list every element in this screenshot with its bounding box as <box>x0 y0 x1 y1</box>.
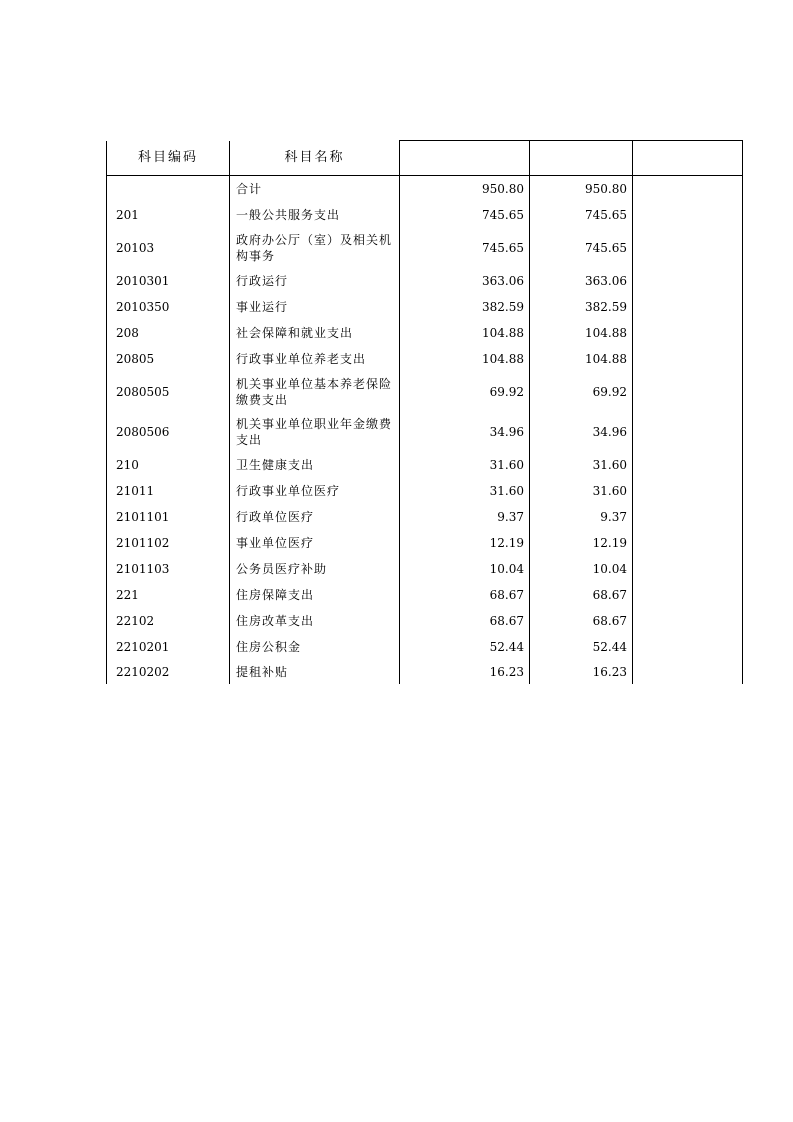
subject-code-cell: 22102 <box>107 608 230 634</box>
subject-code-cell: 2101103 <box>107 556 230 582</box>
amount-cell-1: 52.44 <box>400 634 530 660</box>
amount-cell-1: 745.65 <box>400 228 530 268</box>
table-row <box>107 202 743 228</box>
table-header-row <box>107 141 743 176</box>
amount-cell-2: 950.80 <box>530 176 633 203</box>
subject-name-cell: 政府办公厅（室）及相关机构事务 <box>230 228 400 268</box>
subject-code-cell: 2080505 <box>107 372 230 412</box>
subject-code-cell: 2010350 <box>107 294 230 320</box>
amount-cell-1: 68.67 <box>400 608 530 634</box>
amount-cell-3 <box>633 176 743 203</box>
subject-code-cell: 2010301 <box>107 268 230 294</box>
amount-cell-1: 16.23 <box>400 660 530 684</box>
amount-cell-1: 68.67 <box>400 582 530 608</box>
header-column-4 <box>530 141 633 176</box>
amount-cell-3 <box>633 530 743 556</box>
table-row <box>107 268 743 294</box>
subject-name-cell: 行政事业单位养老支出 <box>230 346 400 372</box>
subject-code-cell: 21011 <box>107 478 230 504</box>
amount-cell-3 <box>633 504 743 530</box>
subject-name-cell: 住房改革支出 <box>230 608 400 634</box>
amount-cell-1: 363.06 <box>400 268 530 294</box>
table-row <box>107 660 743 684</box>
table-row <box>107 228 743 268</box>
amount-cell-1: 950.80 <box>400 176 530 203</box>
subject-name-cell: 社会保障和就业支出 <box>230 320 400 346</box>
amount-cell-1: 31.60 <box>400 452 530 478</box>
table-row <box>107 372 743 412</box>
amount-cell-1: 69.92 <box>400 372 530 412</box>
amount-cell-3 <box>633 346 743 372</box>
subject-name-cell: 事业单位医疗 <box>230 530 400 556</box>
amount-cell-2: 69.92 <box>530 372 633 412</box>
amount-cell-1: 745.65 <box>400 202 530 228</box>
table-row <box>107 412 743 452</box>
subject-name-cell: 行政单位医疗 <box>230 504 400 530</box>
table-row <box>107 608 743 634</box>
amount-cell-3 <box>633 634 743 660</box>
subject-code-cell: 2080506 <box>107 412 230 452</box>
amount-cell-3 <box>633 320 743 346</box>
subject-name-cell: 机关事业单位职业年金缴费支出 <box>230 412 400 452</box>
table-row <box>107 504 743 530</box>
amount-cell-1: 104.88 <box>400 320 530 346</box>
subject-name-cell: 行政事业单位医疗 <box>230 478 400 504</box>
amount-cell-1: 12.19 <box>400 530 530 556</box>
amount-cell-2: 382.59 <box>530 294 633 320</box>
amount-cell-1: 382.59 <box>400 294 530 320</box>
header-subject-name: 科目名称 <box>230 141 400 176</box>
subject-name-cell: 一般公共服务支出 <box>230 202 400 228</box>
subject-code-cell: 208 <box>107 320 230 346</box>
subject-name-cell: 公务员医疗补助 <box>230 556 400 582</box>
table-row <box>107 582 743 608</box>
amount-cell-2: 9.37 <box>530 504 633 530</box>
subject-name-cell: 合计 <box>230 176 400 203</box>
amount-cell-2: 31.60 <box>530 452 633 478</box>
amount-cell-3 <box>633 202 743 228</box>
table-row <box>107 346 743 372</box>
header-column-3 <box>400 141 530 176</box>
amount-cell-2: 104.88 <box>530 320 633 346</box>
table-row <box>107 478 743 504</box>
subject-name-cell: 提租补贴 <box>230 660 400 684</box>
subject-code-cell: 210 <box>107 452 230 478</box>
amount-cell-2: 68.67 <box>530 582 633 608</box>
amount-cell-1: 104.88 <box>400 346 530 372</box>
amount-cell-2: 68.67 <box>530 608 633 634</box>
amount-cell-2: 12.19 <box>530 530 633 556</box>
amount-cell-2: 31.60 <box>530 478 633 504</box>
table-body <box>107 176 743 685</box>
amount-cell-3 <box>633 452 743 478</box>
subject-name-cell: 住房保障支出 <box>230 582 400 608</box>
subject-code-cell: 201 <box>107 202 230 228</box>
amount-cell-2: 363.06 <box>530 268 633 294</box>
table-row <box>107 556 743 582</box>
amount-cell-1: 10.04 <box>400 556 530 582</box>
amount-cell-1: 31.60 <box>400 478 530 504</box>
amount-cell-3 <box>633 228 743 268</box>
amount-cell-2: 745.65 <box>530 228 633 268</box>
amount-cell-2: 16.23 <box>530 660 633 684</box>
subject-code-cell: 221 <box>107 582 230 608</box>
amount-cell-3 <box>633 582 743 608</box>
subject-code-cell: 2101102 <box>107 530 230 556</box>
subject-name-cell: 事业运行 <box>230 294 400 320</box>
header-column-5 <box>633 141 743 176</box>
subject-code-cell: 2210201 <box>107 634 230 660</box>
amount-cell-2: 745.65 <box>530 202 633 228</box>
table-row <box>107 634 743 660</box>
table-row <box>107 530 743 556</box>
amount-cell-3 <box>633 660 743 684</box>
subject-code-cell: 2101101 <box>107 504 230 530</box>
table-row <box>107 452 743 478</box>
table-row <box>107 176 743 203</box>
subject-code-cell: 2210202 <box>107 660 230 684</box>
amount-cell-3 <box>633 608 743 634</box>
amount-cell-3 <box>633 268 743 294</box>
amount-cell-3 <box>633 478 743 504</box>
subject-name-cell: 机关事业单位基本养老保险缴费支出 <box>230 372 400 412</box>
subject-code-cell: 20805 <box>107 346 230 372</box>
amount-cell-2: 34.96 <box>530 412 633 452</box>
header-subject-code: 科目编码 <box>107 141 230 176</box>
amount-cell-2: 10.04 <box>530 556 633 582</box>
subject-code-cell <box>107 176 230 203</box>
subject-name-cell: 卫生健康支出 <box>230 452 400 478</box>
budget-table-container <box>106 140 742 684</box>
subject-name-cell: 行政运行 <box>230 268 400 294</box>
amount-cell-3 <box>633 294 743 320</box>
amount-cell-2: 52.44 <box>530 634 633 660</box>
amount-cell-1: 9.37 <box>400 504 530 530</box>
table-row <box>107 294 743 320</box>
amount-cell-3 <box>633 412 743 452</box>
budget-table <box>106 140 743 684</box>
subject-name-cell: 住房公积金 <box>230 634 400 660</box>
amount-cell-1: 34.96 <box>400 412 530 452</box>
amount-cell-3 <box>633 556 743 582</box>
amount-cell-3 <box>633 372 743 412</box>
amount-cell-2: 104.88 <box>530 346 633 372</box>
subject-code-cell: 20103 <box>107 228 230 268</box>
table-row <box>107 320 743 346</box>
